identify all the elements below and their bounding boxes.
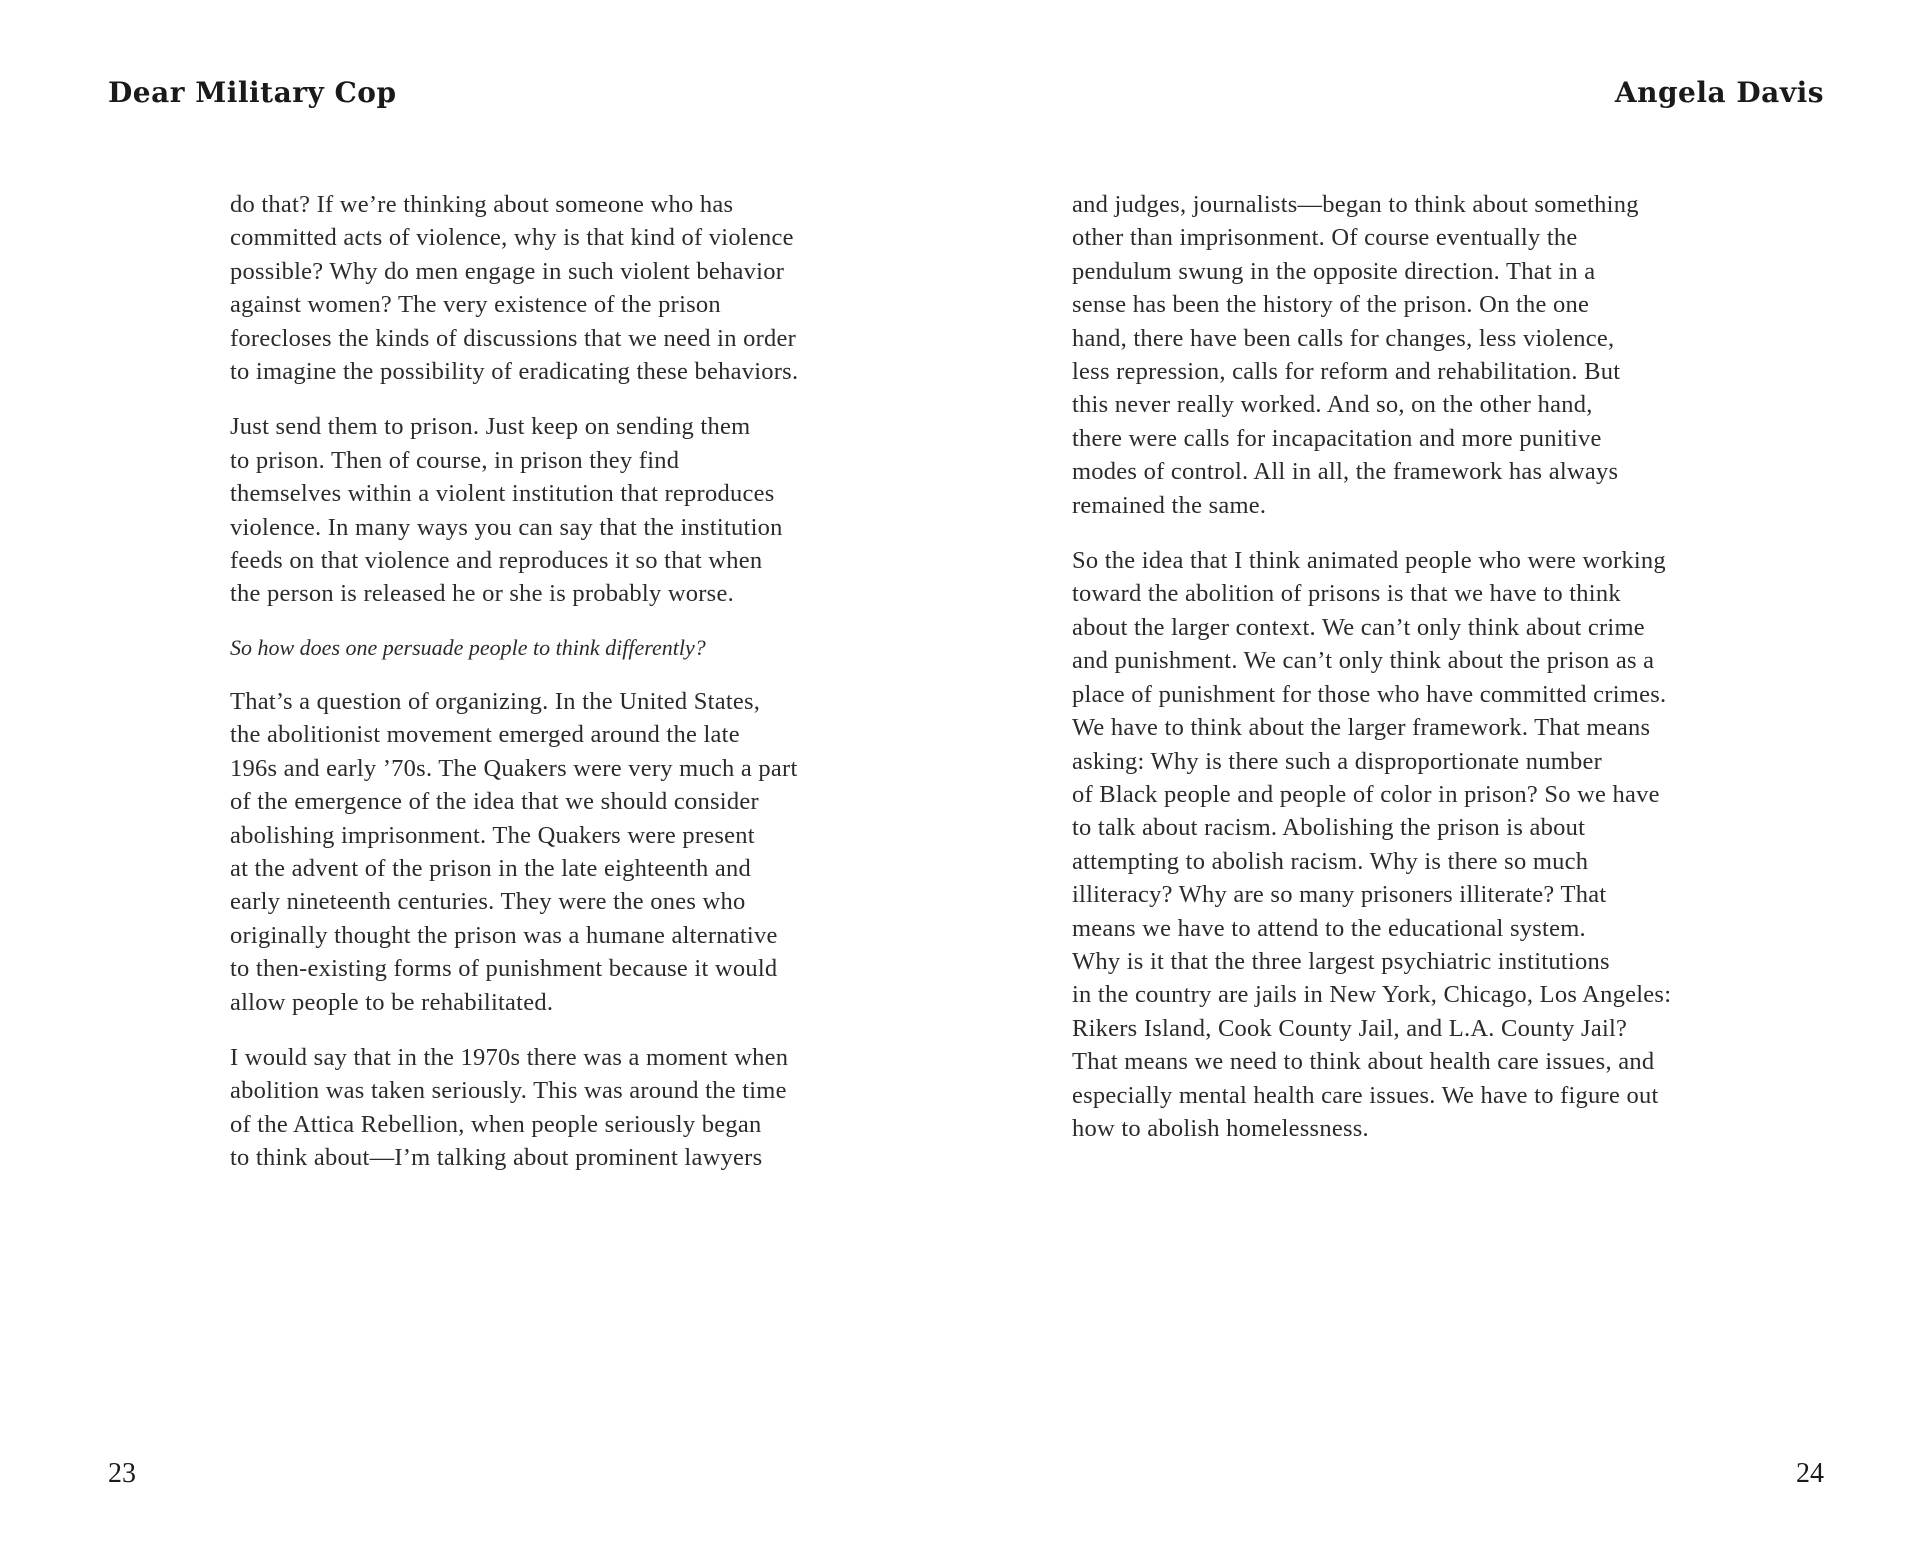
paragraph — [230, 410, 870, 610]
text-line: at the advent of the prison in the late eighteenth and — [230, 854, 752, 882]
interview-question — [230, 633, 870, 663]
body-text — [230, 188, 870, 1197]
text-line: to talk about racism. Abolishing the prison is about — [1072, 814, 1586, 842]
text-line: remained the same. — [1072, 491, 1267, 519]
text-line: in the country are jails in New York, Chicago, Los Angeles: — [1072, 981, 1672, 1009]
text-line: and judges, journalists—began to think about something — [1072, 191, 1639, 218]
text-line: toward the abolition of prisons is that we have to think — [1072, 580, 1621, 608]
text-line: the person is released he or she is probably worse. — [230, 580, 734, 608]
text-line: I would say that in the 1970s there was a moment when — [230, 1043, 789, 1071]
text-line: abolishing imprisonment. The Quakers were present — [230, 821, 755, 849]
right-page — [960, 0, 1920, 1561]
paragraph — [230, 685, 870, 1019]
text-line: to imagine the possibility of eradicating these behaviors. — [230, 358, 799, 386]
text-line: Just send them to prison. Just keep on sending them — [230, 413, 751, 441]
text-line: there were calls for incapacitation and more punitive — [1072, 424, 1602, 452]
text-line: to then-existing forms of punishment because it would — [230, 955, 778, 983]
text-line: how to abolish homelessness. — [1072, 1114, 1369, 1142]
text-line: allow people to be rehabilitated. — [230, 988, 554, 1016]
text-line: Why is it that the three largest psychiatric institutions — [1072, 947, 1610, 975]
text-line: themselves within a violent institution that reproduces — [230, 480, 775, 508]
text-line: illiteracy? Why are so many prisoners illiterate? That — [1072, 881, 1607, 909]
text-line: to think about—I’m talking about prominent lawyers — [230, 1144, 763, 1172]
text-line: So how does one persuade people to think differently? — [230, 634, 706, 660]
text-line: this never really worked. And so, on the other hand, — [1072, 391, 1593, 419]
text-line: So the idea that I think animated people who were working — [1072, 547, 1666, 575]
text-line: 196s and early ’70s. The Quakers were very much a part — [230, 754, 798, 782]
text-line: Rikers Island, Cook County Jail, and L.A. County Jail? — [1072, 1014, 1628, 1042]
text-line: violence. In many ways you can say that the institution — [230, 513, 783, 541]
body-text — [1072, 188, 1712, 1167]
text-line: do that? If we’re thinking about someone who has — [230, 191, 734, 218]
text-line: We have to think about the larger framework. That means — [1072, 714, 1651, 742]
text-line: sense has been the history of the prison. On the one — [1072, 291, 1590, 319]
text-line: and punishment. We can’t only think about the prison as a — [1072, 647, 1655, 675]
text-line: feeds on that violence and reproduces it so that when — [230, 547, 763, 575]
text-line: originally thought the prison was a humane alternative — [230, 921, 778, 949]
page-number: 24 — [1796, 1458, 1824, 1489]
text-line: abolition was taken seriously. This was around the time — [230, 1077, 787, 1105]
text-line: means we have to attend to the educational system. — [1072, 914, 1586, 942]
text-line: That means we need to think about health care issues, and — [1072, 1048, 1655, 1076]
text-line: to prison. Then of course, in prison they find — [230, 446, 680, 474]
page-number: 23 — [108, 1458, 136, 1489]
text-line: asking: Why is there such a disproportionate number — [1072, 747, 1603, 775]
text-line: committed acts of violence, why is that kind of violence — [230, 224, 794, 252]
text-line: of the Attica Rebellion, when people seriously began — [230, 1110, 762, 1138]
text-line: possible? Why do men engage in such violent behavior — [230, 257, 785, 285]
paragraph — [1072, 188, 1712, 522]
paragraph — [230, 1041, 870, 1175]
text-line: especially mental health care issues. We have to figure out — [1072, 1081, 1659, 1109]
text-line: of Black people and people of color in prison? So we have — [1072, 780, 1660, 808]
text-line: place of punishment for those who have committed crimes. — [1072, 680, 1667, 708]
text-line: early nineteenth centuries. They were the ones who — [230, 888, 746, 916]
text-line: pendulum swung in the opposite direction. That in a — [1072, 257, 1596, 285]
text-line: the abolitionist movement emerged around the late — [230, 721, 740, 749]
text-line: other than imprisonment. Of course eventually the — [1072, 224, 1578, 252]
text-line: That’s a question of organizing. In the United States, — [230, 687, 761, 715]
paragraph — [230, 188, 870, 388]
text-line: attempting to abolish racism. Why is there so much — [1072, 847, 1589, 875]
text-line: against women? The very existence of the prison — [230, 291, 721, 319]
text-line: forecloses the kinds of discussions that we need in order — [230, 324, 797, 352]
paragraph — [1072, 544, 1712, 1145]
text-line: hand, there have been calls for changes, less violence, — [1072, 324, 1615, 352]
text-line: about the larger context. We can’t only think about crime — [1072, 613, 1645, 641]
text-line: modes of control. All in all, the framework has always — [1072, 458, 1619, 486]
text-line: of the emergence of the idea that we should consider — [230, 788, 759, 816]
running-head-title: Dear Military Cop — [108, 76, 397, 109]
running-head-author: Angela Davis — [1614, 76, 1824, 109]
text-line: less repression, calls for reform and rehabilitation. But — [1072, 358, 1621, 386]
